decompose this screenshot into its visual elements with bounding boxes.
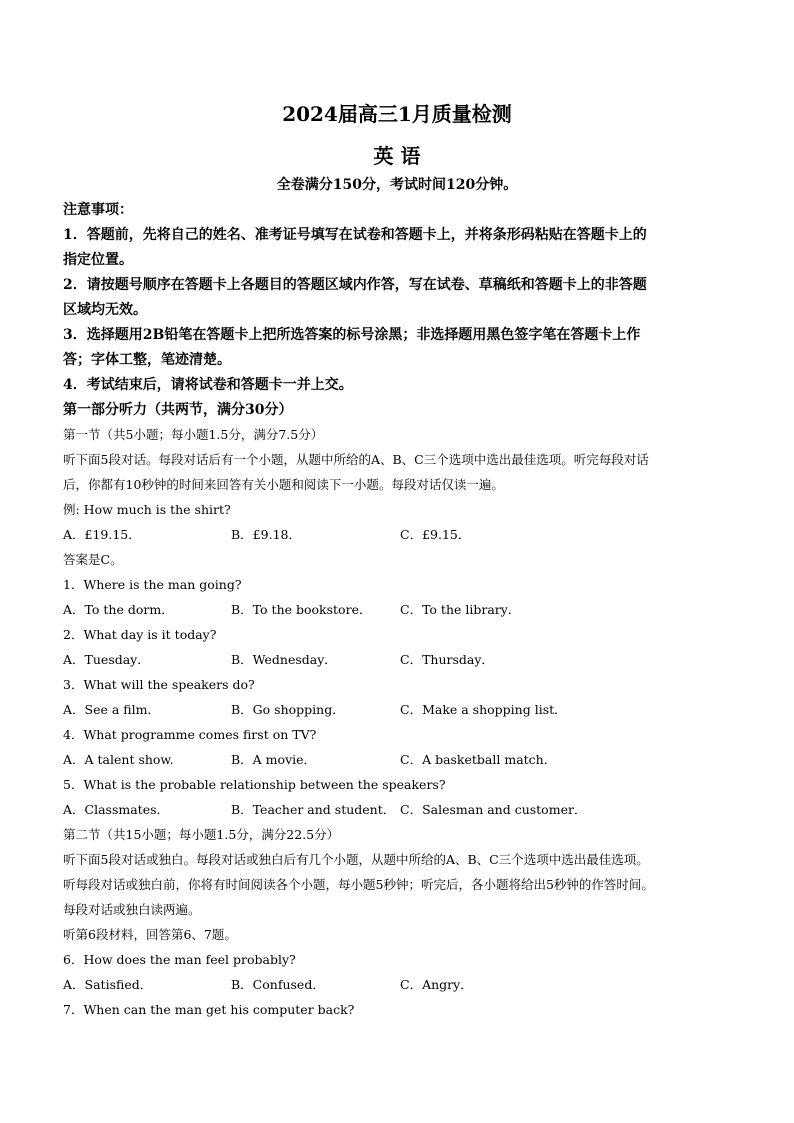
option-c: C．Thursday．	[400, 652, 494, 667]
option-c: C．Angry．	[400, 977, 473, 992]
option-a: A．A talent show.	[63, 752, 174, 767]
section2-instructions: 每段对话或独白读两遍。	[63, 902, 201, 917]
question-6: 6．How does the man feel probably?	[63, 952, 296, 967]
question-3: 3．What will the speakers do?	[63, 677, 255, 692]
option-b: B．Go shopping．	[231, 702, 345, 717]
option-a: A．£19.15．	[63, 527, 141, 542]
option-b: B．To the bookstore．	[231, 602, 372, 617]
notice-line: 指定位置。	[63, 252, 133, 268]
option-a: A．Satisfied．	[63, 977, 153, 992]
section1-instructions: 听下面5段对话。每段对话后有一个小题，从题中所给的A、B、C三个选项中选出最佳选项。听完每段对话	[63, 452, 649, 467]
option-a: A．See a film．	[63, 702, 160, 717]
score-info: 全卷满分150分，考试时间120分钟。	[276, 177, 518, 193]
material-intro: 听第6段材料，回答第6、7题。	[63, 927, 237, 942]
section2-heading: 第二节（共15小题；每小题1.5分，满分22.5分）	[63, 827, 340, 842]
option-c: C．A basketball match．	[400, 752, 557, 767]
exam-title: 2024届高三1月质量检测	[282, 102, 512, 126]
option-b: B．A movie．	[231, 752, 317, 767]
question-7: 7．When can the man get his computer back?	[63, 1002, 355, 1017]
question-2: 2．What day is it today?	[63, 627, 217, 642]
option-b: B．£9.18．	[231, 527, 301, 542]
option-c: C．£9.15．	[400, 527, 471, 542]
question-4: 4．What programme comes first on TV?	[63, 727, 317, 742]
option-b: B．Wednesday．	[231, 652, 337, 667]
option-c: C．To the library．	[400, 602, 521, 617]
section2-instructions: 听下面5段对话或独白。每段对话或独白后有几个小题，从题中所给的A、B、C三个选项中选出最佳选项。	[63, 852, 649, 867]
subject-title: 英 语	[373, 144, 421, 168]
notice-line: 区域均无效。	[63, 302, 147, 318]
example-answer: 答案是C。	[63, 552, 123, 567]
question-5: 5．What is the probable relationship between the speakers?	[63, 777, 446, 792]
notice-line: 3．选择题用2B铅笔在答题卡上把所选答案的标号涂黑；非选择题用黑色签字笔在答题卡上作	[63, 327, 641, 343]
notice-heading: 注意事项：	[63, 202, 133, 218]
option-c: C．Salesman and customer．	[400, 802, 587, 817]
notice-line: 1．答题前，先将自己的姓名、准考证号填写在试卷和答题卡上，并将条形码粘贴在答题卡上的	[63, 227, 647, 243]
part1-heading: 第一部分听力（共两节，满分30分）	[63, 402, 293, 418]
section1-instructions: 后，你都有10秒钟的时间来回答有关小题和阅读下一小题。每段对话仅读一遍。	[63, 477, 504, 492]
option-b: B．Confused．	[231, 977, 325, 992]
section1-heading: 第一节（共5小题；每小题1.5分，满分7.5分）	[63, 427, 324, 442]
option-a: A．Tuesday．	[63, 652, 150, 667]
question-1: 1．Where is the man going?	[63, 577, 242, 592]
option-a: A．Classmates．	[63, 802, 170, 817]
section2-instructions: 听每段对话或独白前，你将有时间阅读各个小题，每小题5秒钟；听完后，各小题将给出5秒钟的作答时间。	[63, 877, 654, 892]
option-b: B．Teacher and student．	[231, 802, 396, 817]
example-question: 例: How much is the shirt?	[63, 502, 231, 517]
notice-line: 2．请按题号顺序在答题卡上各题目的答题区域内作答，写在试卷、草稿纸和答题卡上的非答题	[63, 277, 647, 293]
notice-line: 答；字体工整，笔迹清楚。	[63, 352, 231, 368]
option-c: C．Make a shopping list．	[400, 702, 567, 717]
notice-line: 4．考试结束后，请将试卷和答题卡一并上交。	[63, 377, 353, 393]
option-a: A．To the dorm．	[63, 602, 174, 617]
